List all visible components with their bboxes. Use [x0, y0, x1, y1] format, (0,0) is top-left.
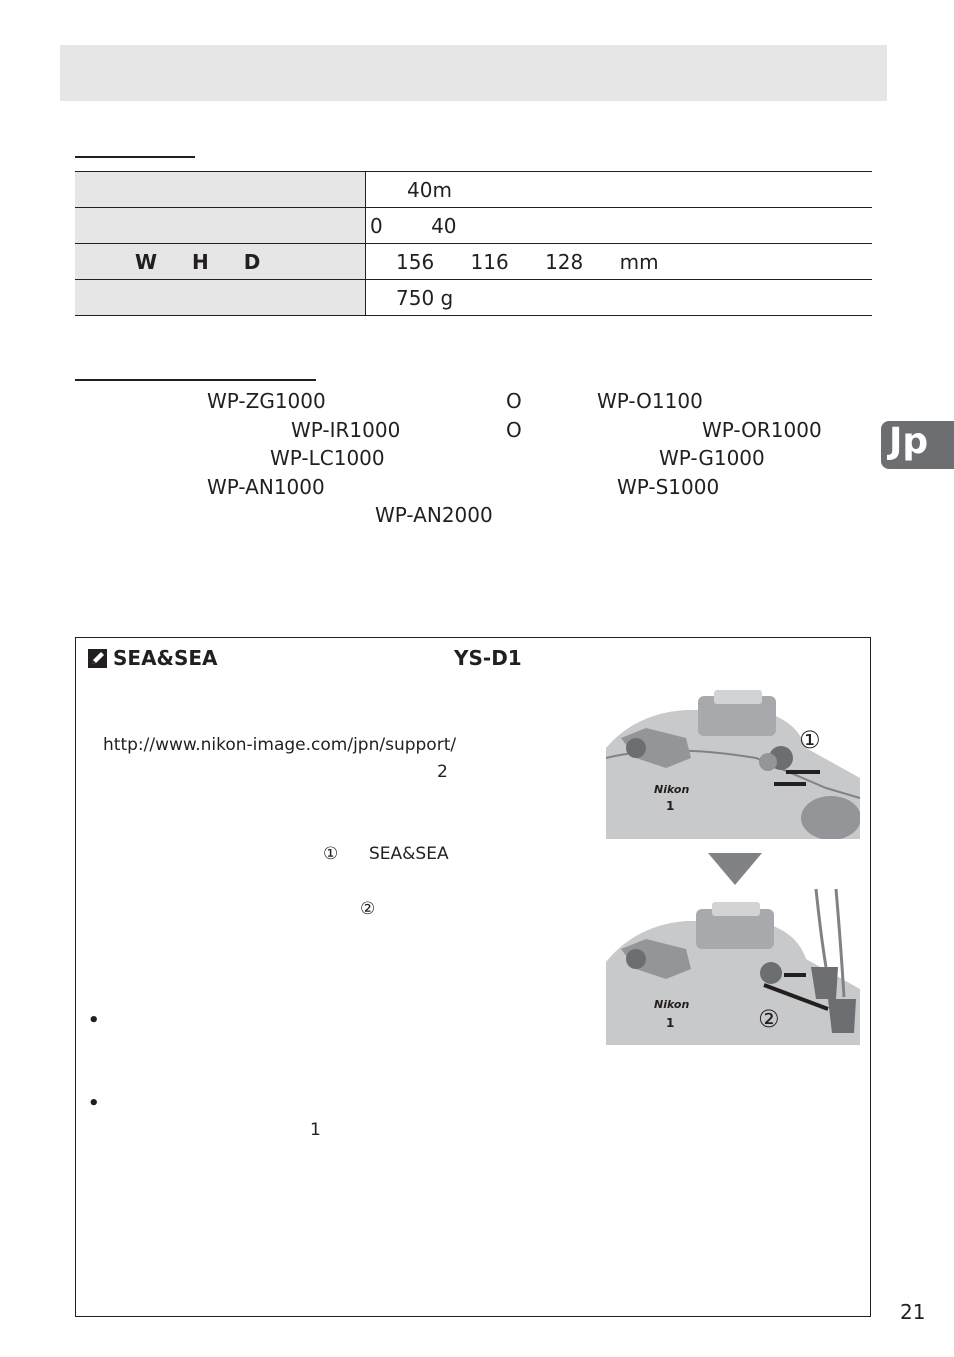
camera-housing-photo-top — [606, 688, 860, 839]
spec-value — [366, 172, 873, 208]
step-2-callout: ② — [758, 1005, 780, 1033]
temperature-range: 0 40 — [370, 213, 457, 238]
camera-housing-photo-bottom — [606, 887, 860, 1045]
accessory-wp-an1000: WP-AN1000 — [207, 475, 325, 499]
accessory-wp-or1000: WP-OR1000 — [702, 418, 822, 442]
accessory-wp-lc1000: WP-LC1000 — [270, 446, 385, 470]
model-number: 1 — [666, 1016, 675, 1030]
accessory-wp-g1000: WP-G1000 — [659, 446, 765, 470]
table-row — [75, 244, 872, 280]
bullet-2: • — [88, 1093, 100, 1114]
depth-rating: 40m — [407, 177, 452, 202]
spec-value — [366, 244, 873, 280]
spec-label — [75, 244, 366, 280]
accessories-heading-rule — [75, 379, 316, 381]
dimension-value: 156 116 128 mm — [396, 249, 659, 274]
step-2-marker: ② — [360, 899, 376, 919]
support-url-link[interactable]: http://www.nikon-image.com/jpn/support/ — [103, 735, 457, 755]
step-1-callout: ① — [799, 726, 821, 754]
accessory-wp-s1000: WP-S1000 — [617, 475, 720, 499]
table-row — [75, 208, 872, 244]
bullet-1: • — [88, 1010, 100, 1031]
note-number-1: 1 — [310, 1120, 321, 1140]
spec-value — [366, 280, 873, 316]
step-1-marker: ① — [323, 844, 339, 864]
dimension-label: W H D — [135, 249, 261, 274]
model-number: 1 — [666, 799, 675, 813]
spec-label — [75, 280, 366, 316]
accessory-wp-ir1000: WP-IR1000 — [291, 418, 401, 442]
table-row — [75, 172, 872, 208]
specs-heading-rule — [75, 156, 195, 158]
camera-housing-illustration — [606, 688, 860, 839]
brand-logo: Nikon — [654, 998, 690, 1011]
accessory-o-ring-label: O — [506, 418, 522, 442]
brand-logo: Nikon — [654, 783, 690, 796]
accessory-wp-o1100: WP-O1100 — [597, 389, 703, 413]
table-row — [75, 280, 872, 316]
spec-label — [75, 208, 366, 244]
weight-value: 750 g — [396, 285, 454, 310]
specs-table — [75, 171, 872, 316]
header-band — [60, 45, 887, 101]
accessory-wp-an2000: WP-AN2000 — [375, 503, 493, 527]
accessory-o-ring-label: O — [506, 389, 522, 413]
spec-label — [75, 172, 366, 208]
arrow-down-icon — [708, 853, 762, 885]
camera-housing-illustration — [606, 887, 860, 1045]
language-tab-label: Jp — [889, 421, 929, 462]
step-1-text: SEA&SEA — [369, 844, 449, 864]
note-number-2: 2 — [437, 762, 448, 782]
spec-value — [366, 208, 873, 244]
page-number: 21 — [900, 1300, 926, 1324]
note-strobe-model: YS-D1 — [454, 646, 522, 670]
note-title: SEA&SEA — [113, 646, 218, 670]
pencil-note-icon — [88, 649, 107, 668]
accessory-wp-zg1000: WP-ZG1000 — [207, 389, 326, 413]
